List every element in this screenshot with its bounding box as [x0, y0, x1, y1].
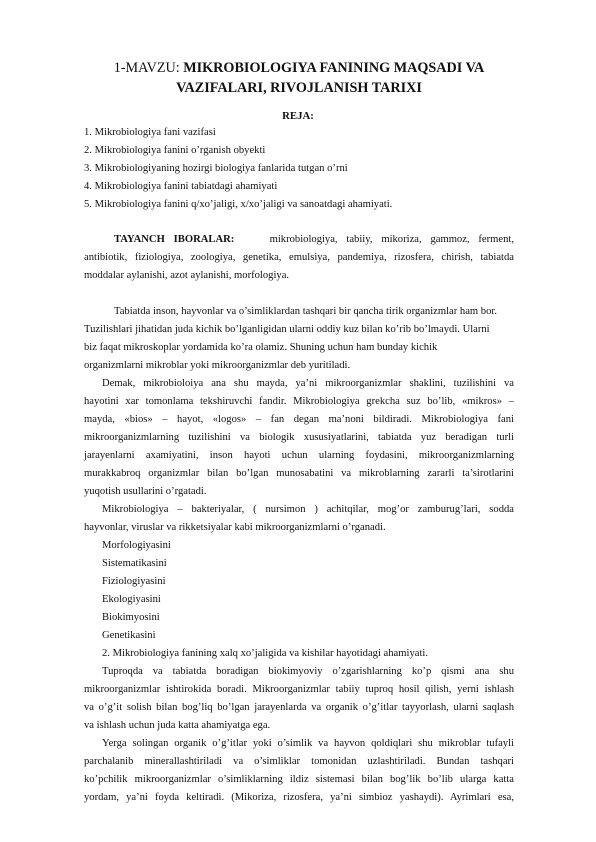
paragraph-line: va ishlash uchun juda katta ahamiyatga ega.: [84, 720, 271, 731]
title-bold-line-1: MIKROBIOLOGIYA FANINING MAQSADI VA: [183, 60, 485, 76]
title-line-1: [84, 58, 514, 78]
paragraph-line: va o’g’it solish bilan bog’liq bo’lgan jarayenlarda va organik o’g’itlar tayyorlash, ularni saqlash: [84, 702, 514, 713]
branch-item: Morfologiyasini: [102, 540, 171, 551]
paragraph-line: organizmlarni mikroblar yoki mikroorganizmlar deb yuritiladi.: [84, 360, 351, 371]
plan-heading: REJA:: [282, 110, 314, 122]
section-heading: 2. Mikrobiologiya fanining xalq xo’jaligida va kishilar hayotidagi ahamiyati.: [102, 648, 428, 659]
branch-item: Ekologiyasini: [102, 594, 161, 605]
keywords-line-1: TAYANCH IBORALAR: mikrobiologiya, tabiiy, mikoriza, gammoz, ferment,: [114, 234, 514, 245]
paragraph-line: mayda, «bios» – hayot, «logos» – fan degan ma’noni bildiradi. Mikrobiologiya fani: [84, 414, 514, 425]
paragraph-line: mikroorganizmlar ishtirokida boradi. Mikroorganizmlar tabiiy tuproq hosil qilish, yerni ishlash: [84, 684, 514, 695]
paragraph-4: [84, 663, 514, 735]
keywords-line-3: moddalar aylanishi, azot aylanishi, morfologiya.: [84, 270, 290, 281]
paragraph-2: [84, 375, 514, 501]
paragraph-line: parchalanib minerallashtiriladi va o’simliklar tomonidan uzlashtiriladi. Bundan tashqari: [84, 756, 514, 767]
paragraph-line: yuqotish usullarini o’rgatadi.: [84, 486, 207, 497]
paragraph-line: hayvonlar, viruslar va rikketsiyalar kabi mikroorganizmlarni o’rganadi.: [84, 522, 386, 533]
plan-item: 4. Mikrobiologiya fanini tabiatdagi ahamiyati: [84, 181, 278, 192]
paragraph-line: Mikrobiologiya – bakteriyalar, ( nursimon ) achitqilar, mog’or zamburug’lari, sodda: [102, 504, 514, 515]
paragraph-line: Tabiatda inson, hayvonlar va o’simliklardan tashqari bir qancha tirik organizmlar ham bor.: [114, 306, 497, 317]
paragraph-3: [84, 501, 514, 537]
paragraph-5: [84, 735, 514, 807]
paragraph-line: Yerga solingan organik o’g’itlar yoki o’simlik va hayvon qoldiqlari shu mikroblar tufayli: [102, 738, 514, 749]
branch-item: Biokimyosini: [102, 612, 160, 623]
paragraph-line: Tuproqda va tabiatda boradigan biokimyoviy o’zgarishlarning ko’p qismi ana shu: [102, 666, 514, 677]
paragraph-line: Tuzilishlari jihatidan juda kichik bo’lganligidan ularni oddiy kuz bilan ko’rib bo’lmaydi. Ularni: [84, 324, 490, 335]
plan-item: 1. Mikrobiologiya fani vazifasi: [84, 127, 216, 138]
paragraph-line: biz faqat mikroskoplar yordamida ko’ra olamiz. Shuning uchun ham bunday kichik: [84, 342, 438, 353]
title-bold-line-2: VAZIFALARI, RIVOJLANISH TARIXI: [176, 80, 422, 96]
branch-item: Fiziologiyasini: [102, 576, 166, 587]
paragraph-line: hayotini xar tomonlama tekshiruvchi fandir. Mikrobiologiya grekcha suz bo’lib, «mikros» –: [84, 396, 514, 407]
paragraph-line: yordam, ya’ni foyda keltiradi. (Mikoriza, rizosfera, ya’ni simbioz yashaydi). Ayrimlari esa,: [84, 792, 514, 803]
plan-list: [84, 124, 514, 214]
paragraph-line: jarayenlarni axamiyatini, inson hayoti uchun ularning foydasini, mikroorganizmlarning: [84, 450, 514, 461]
paragraph-line: ko’pchilik mikroorganizmlar o’simliklarning ildiz sistemasi bilan bog’lik bo’lib ularga katta: [84, 774, 514, 785]
branches-list: [102, 537, 428, 663]
plan-item: 5. Mikrobiologiya fanini q/xo’jaligi, x/xo’jaligi va sanoatdagi ahamiyati.: [84, 199, 393, 210]
paragraph-line: mikroorganizmlarning tuzilishini va biologik xususiyatlarini, tabiatda yuz beradigan turli: [84, 432, 514, 443]
plan-item: 2. Mikrobiologiya fanini o’rganish obyekti: [84, 145, 266, 156]
title-prefix: 1-MAVZU:: [113, 60, 184, 76]
paragraph-1: [84, 303, 514, 375]
keywords-label: TAYANCH IBORALAR:: [114, 234, 235, 245]
paragraph-line: Demak, mikrobioloiya ana shu mayda, ya’ni mikroorganizmlar shaklini, tuzilishini va: [102, 378, 514, 389]
branch-item: Genetikasini: [102, 630, 156, 641]
keywords-line-2: antibiotik, fiziologiya, zoologiya, genetika, emulsiya, pandemiya, rizosfera, chirish, tabiatda: [84, 252, 514, 263]
keywords-paragraph: [84, 231, 514, 285]
plan-item: 3. Mikrobiologiyaning hozirgi biologiya fanlarida tutgan o’rni: [84, 163, 348, 174]
branch-item: Sistematikasini: [102, 558, 167, 569]
page-title: [84, 58, 514, 98]
paragraph-line: murakkabroq organizmlar bilan bo’lgan munosabatini va mikroblarning zararli ta’sirotlarini: [84, 468, 514, 479]
